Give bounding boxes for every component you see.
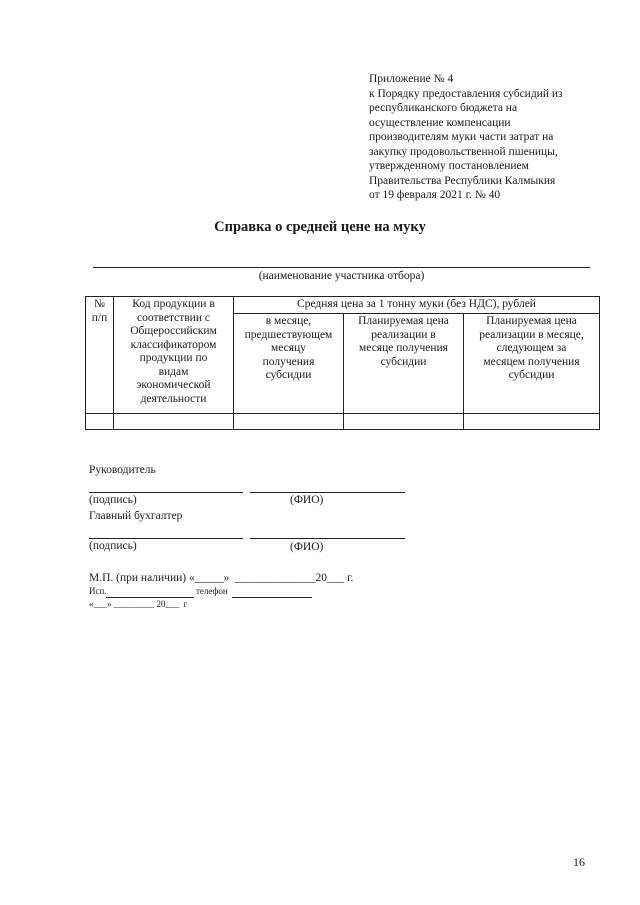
cell-number[interactable] [86,414,114,430]
document-title: Справка о средней цене на муку [214,219,426,235]
price-table [85,296,600,430]
participant-name-line[interactable] [93,267,590,268]
executor-label: Исп. [89,586,107,596]
appendix-line: к Порядку предоставления субсидий из [369,87,563,100]
head-signature-line[interactable] [89,492,243,493]
cell-previous-month-price[interactable] [234,414,344,430]
accountant-label: Главный бухгалтер [89,510,183,522]
table-row [86,414,600,430]
appendix-line: утвержденному постановлением [369,160,529,172]
cell-product-code[interactable] [114,414,234,430]
header-number: № п/п [86,297,114,414]
phone-line[interactable] [232,597,312,598]
appendix-line: производителям муки части затрат на [369,131,554,143]
participant-caption: (наименование участника отбора) [258,270,425,282]
appendix-line: осуществление компенсации [369,116,511,129]
head-label: Руководитель [89,464,156,476]
head-signature-caption: (подпись) [89,494,137,506]
subheader-planned-current-month: Планируемая цена реализации в месяце получения субсидии [344,314,464,414]
executor-date-line: «___» _________ 20___ г [89,599,188,609]
subheader-planned-next-month: Планируемая цена реализации в месяце, следующем за месяцем получения субсидии [464,314,600,414]
appendix-line: от 19 февраля 2021 г. № 40 [369,189,501,201]
appendix-line: закупку продовольственной пшеницы, [369,145,558,158]
accountant-signature-caption: (подпись) [89,540,137,552]
appendix-line: Правительства Республики Калмыкия [369,174,556,187]
phone-label: телефон [196,586,228,596]
header-product-code: Код продукции в соответствии с Общероссийским классификатором продукции по видам экономической деятельности [114,297,234,414]
executor-line[interactable] [106,597,194,598]
cell-planned-current-price[interactable] [344,414,464,430]
appendix-line: республиканского бюджета на [369,102,518,114]
accountant-fio-line[interactable] [250,538,405,539]
accountant-fio-caption: (ФИО) [290,541,324,553]
accountant-signature-line[interactable] [89,538,243,539]
appendix-header [369,72,619,203]
head-fio-line[interactable] [250,492,405,493]
stamp-date-line: М.П. (при наличии) «_____» ______________20___ г. [89,572,354,584]
page-number: 16 [573,855,585,869]
head-fio-caption: (ФИО) [290,494,324,506]
subheader-previous-month: в месяце, предшествующем месяцу получения субсидии [234,314,344,414]
cell-planned-next-price[interactable] [464,414,600,430]
appendix-line: Приложение № 4 [369,73,454,85]
header-average-price: Средняя цена за 1 тонну муки (без НДС), рублей [234,297,600,314]
